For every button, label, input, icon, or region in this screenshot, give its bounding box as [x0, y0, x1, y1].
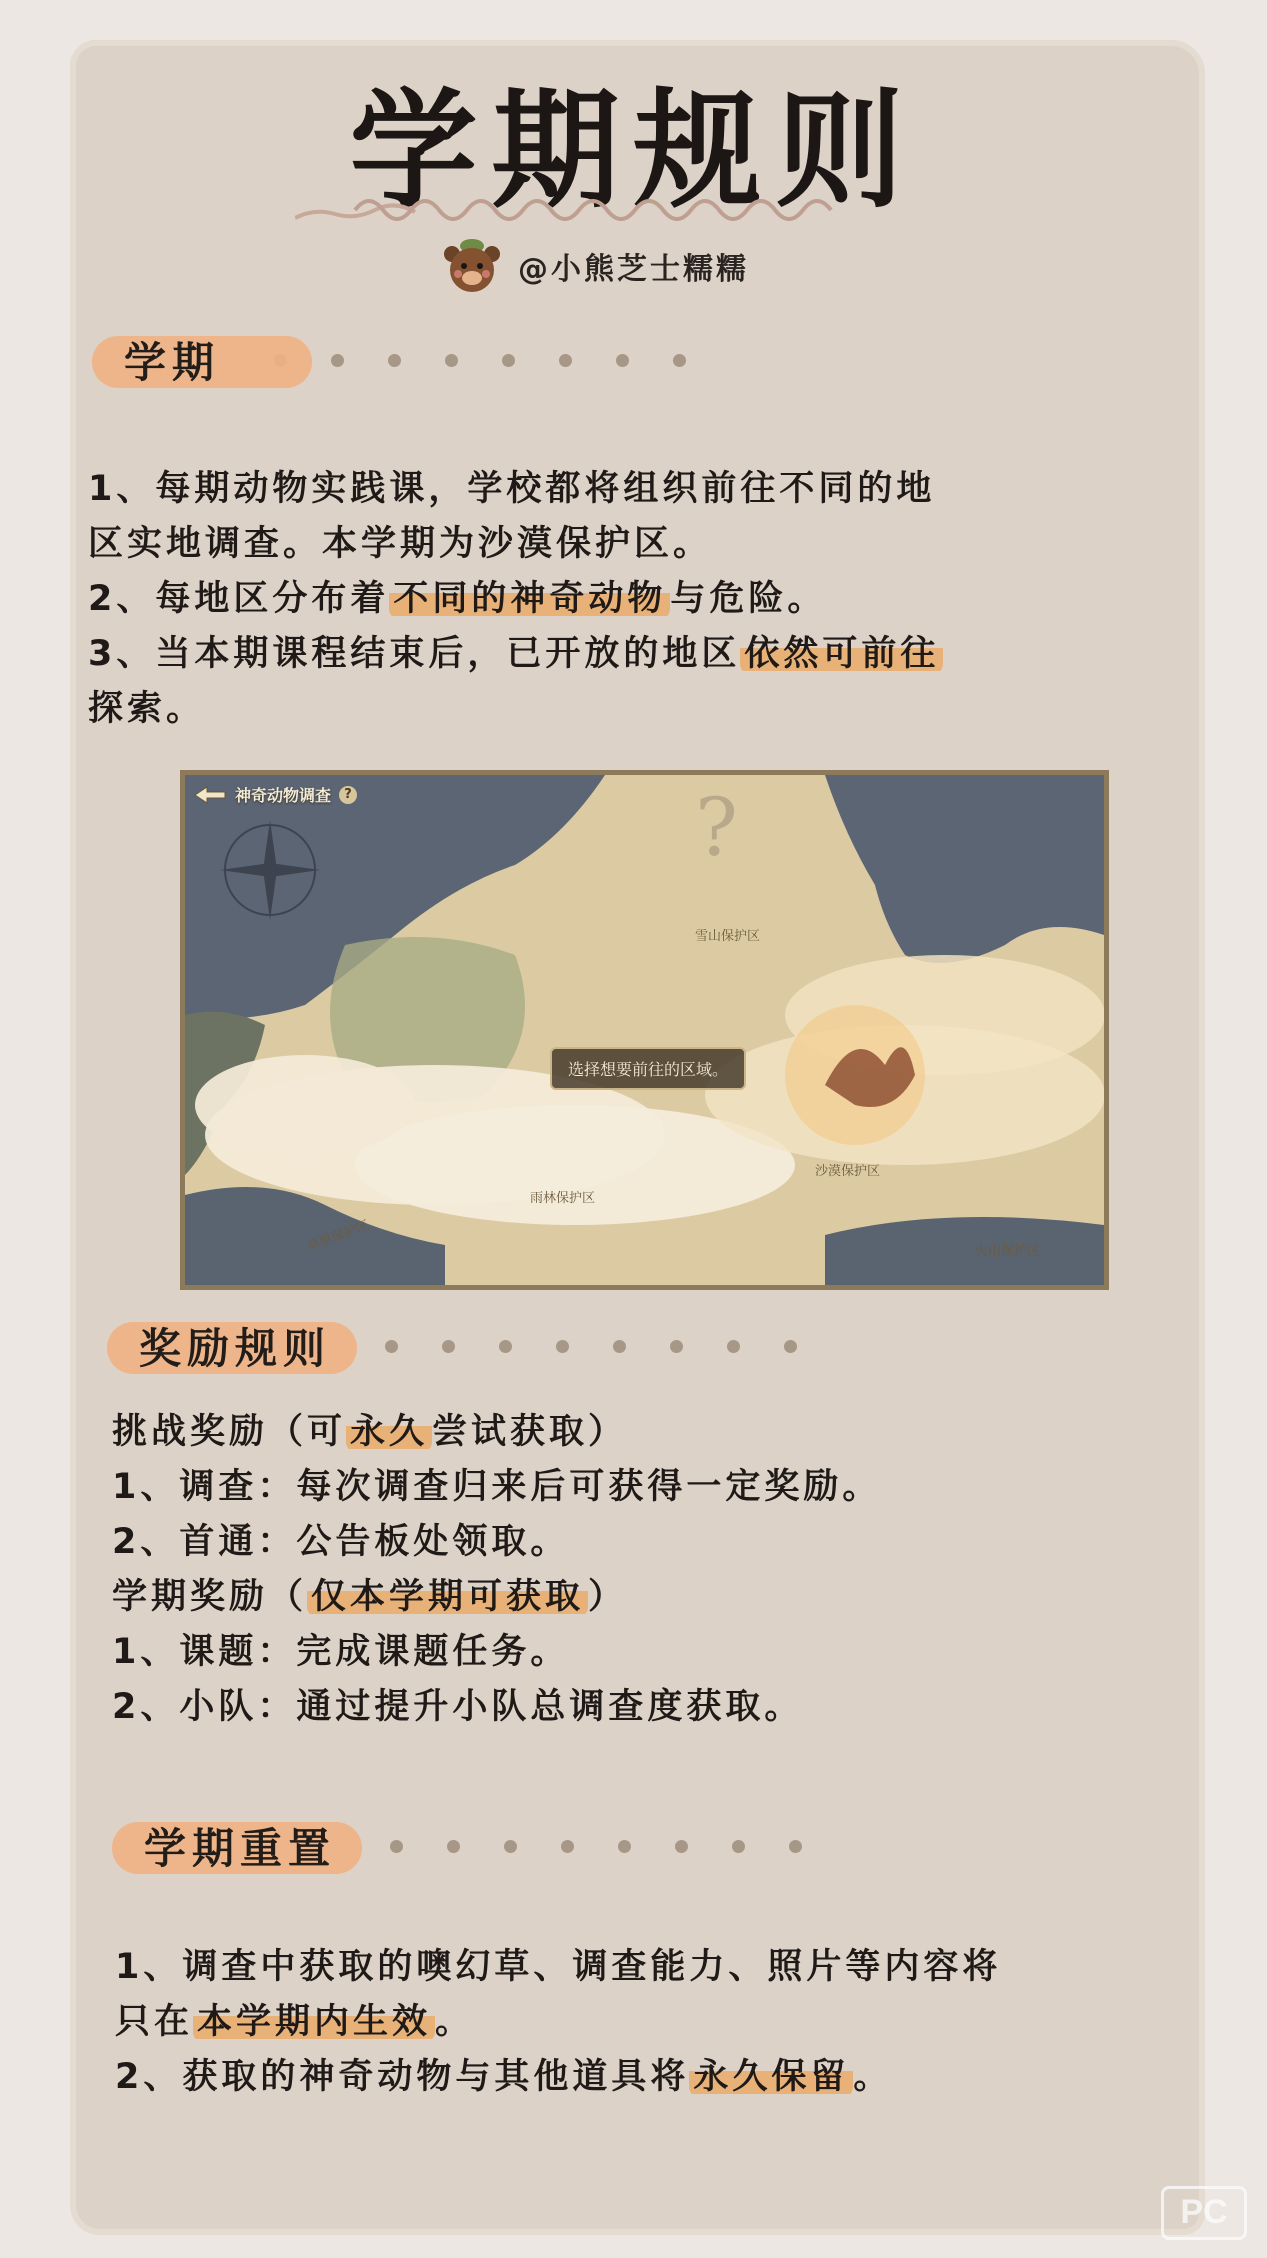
text-segment: 挑战奖励（可: [112, 1412, 347, 1452]
text-line: [115, 1995, 1225, 2050]
decor-dots: [385, 1340, 797, 1353]
text-segment: 2、首通：公告板处领取。: [112, 1522, 570, 1562]
back-arrow-icon[interactable]: [193, 785, 227, 805]
text-segment: 学期奖励（: [112, 1577, 308, 1617]
map-title: 神奇动物调查: [235, 786, 332, 805]
reset-paragraph: [115, 1940, 1225, 2105]
section-heading: [130, 1816, 350, 1876]
section-header-reset: [130, 1816, 802, 1876]
text-segment: 1、调查中获取的噢幻草、调查能力、照片等内容将: [115, 1947, 1002, 1987]
author-handle: @小熊芝士糯糯: [518, 252, 749, 287]
text-line: [88, 572, 1208, 627]
text-segment: 1、每期动物实践课，学校都将组织前往不同的地: [88, 469, 936, 509]
text-line: [88, 462, 1208, 517]
text-segment: 1、调查：每次调查归来后可获得一定奖励。: [112, 1467, 882, 1507]
highlighted-text: 永久: [346, 1412, 432, 1452]
bear-avatar-icon: [440, 236, 504, 296]
watermark-logo: PC: [1161, 2186, 1247, 2240]
highlighted-text: 本学期内生效: [193, 2002, 435, 2042]
text-segment: 只在: [115, 2002, 194, 2042]
text-segment: 1、课题：完成课题任务。: [112, 1632, 570, 1672]
text-segment: 区实地调查。本学期为沙漠保护区。: [88, 524, 713, 564]
text-line: [115, 1940, 1225, 1995]
text-segment: 探索。: [88, 689, 206, 729]
semester-paragraph: [88, 462, 1208, 737]
page-title: 学期规则: [349, 76, 918, 226]
section-heading-text: 学期: [124, 338, 221, 387]
text-segment: 。: [853, 2057, 893, 2097]
text-segment: 尝试获取）: [432, 1412, 628, 1452]
text-line: [112, 1405, 1212, 1460]
text-line: [112, 1625, 1212, 1680]
text-line: [112, 1460, 1212, 1515]
text-line: [88, 627, 1208, 682]
map-illustration: [185, 775, 1104, 1285]
section-heading-text: 学期重置: [144, 1824, 337, 1873]
reward-paragraph: [112, 1405, 1212, 1735]
text-segment: 。: [435, 2002, 475, 2042]
text-line: [112, 1680, 1212, 1735]
text-segment: 与危险。: [670, 579, 827, 619]
map-prompt-tooltip: 选择想要前往的区域。: [550, 1047, 746, 1090]
section-header-reward: [125, 1316, 797, 1376]
region-label[interactable]: 草原保护区: [305, 1218, 372, 1255]
highlighted-text: 依然可前往: [740, 634, 943, 674]
text-segment: ）: [588, 1577, 628, 1617]
text-line: [112, 1570, 1212, 1625]
highlighted-text: 仅本学期可获取: [307, 1577, 588, 1617]
text-segment: 3、当本期课程结束后，已开放的地区: [88, 634, 741, 674]
map-screenshot: [180, 770, 1109, 1290]
text-segment: 2、每地区分布着: [88, 579, 390, 619]
region-label[interactable]: 沙漠保护区: [815, 1164, 881, 1179]
section-heading: [125, 1316, 345, 1376]
region-label[interactable]: 火山保护区: [975, 1244, 1041, 1259]
author-row: [440, 236, 749, 296]
decor-dots: [274, 354, 686, 367]
map-topbar: [193, 783, 357, 806]
region-label[interactable]: 雨林保护区: [530, 1191, 596, 1206]
text-line: [88, 517, 1208, 572]
help-icon[interactable]: ?: [339, 786, 357, 804]
region-label[interactable]: 雪山保护区: [695, 929, 761, 944]
section-header-semester: [110, 330, 686, 390]
section-heading-text: 奖励规则: [139, 1324, 332, 1373]
text-line: [88, 682, 1208, 737]
text-segment: 2、小队：通过提升小队总调查度获取。: [112, 1687, 804, 1727]
highlighted-text: 永久保留: [689, 2057, 853, 2097]
section-heading: [110, 330, 234, 390]
svg-text:?: ?: [695, 781, 738, 874]
highlighted-text: 不同的神奇动物: [389, 579, 670, 619]
text-segment: 2、获取的神奇动物与其他道具将: [115, 2057, 690, 2097]
text-line: [115, 2050, 1225, 2105]
text-line: [112, 1515, 1212, 1570]
title-wave-underline: [295, 188, 915, 228]
decor-dots: [390, 1840, 802, 1853]
